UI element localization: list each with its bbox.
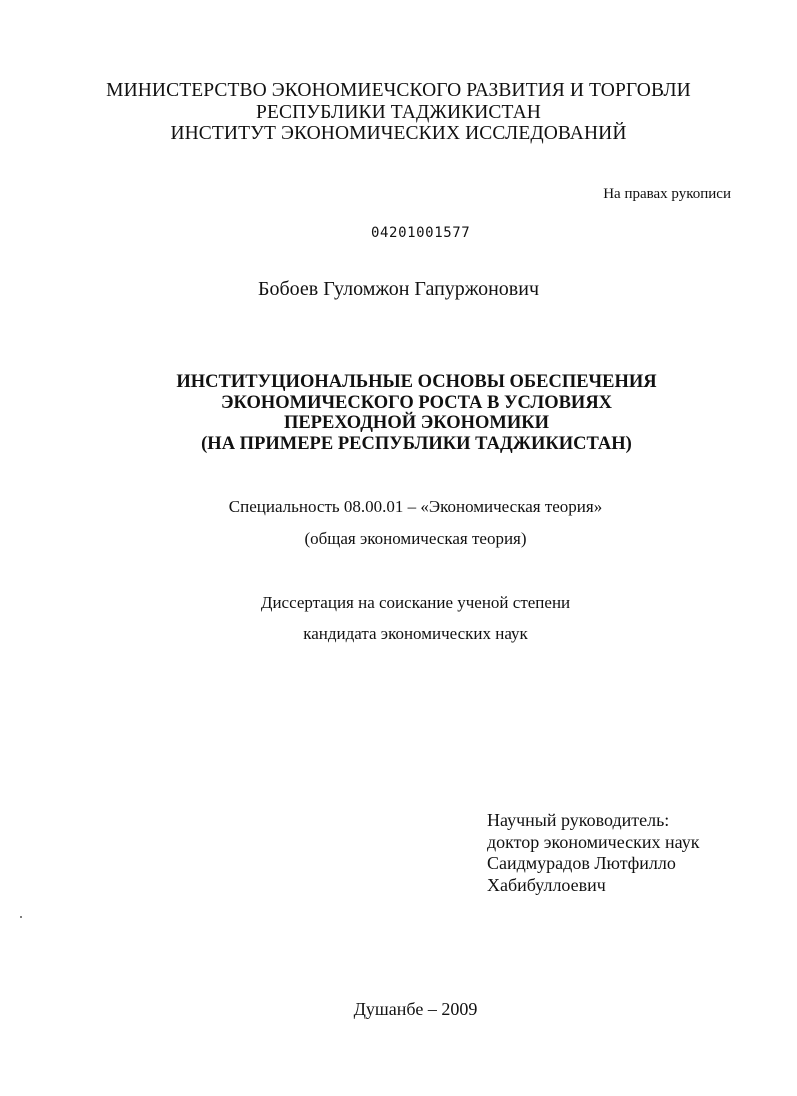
ministry-header [0,80,797,145]
supervisor-block [487,810,699,896]
manuscript-note: На правах рукописи [603,186,731,202]
ministry-header-line-2: РЕСПУБЛИКИ ТАДЖИКИСТАН [256,101,541,123]
supervisor-label: Научный руководитель: [487,810,670,830]
document-code: 04201001577 [371,225,471,241]
dissertation-title [160,372,673,454]
ministry-header-line-1: МИНИСТЕРСТВО ЭКОНОМИЕЧСКОГО РАЗВИТИЯ И ТОРГОВЛИ [106,80,691,101]
supervisor-name-line-1: Саидмурадов Лютфилло [487,853,676,873]
dissertation-title-line-4: (НА ПРИМЕРЕ РЕСПУБЛИКИ ТАДЖИКИСТАН) [201,433,632,454]
degree-line-1: Диссертация на соискание ученой степени [260,593,571,612]
specialty-line: Специальность 08.00.01 – «Экономическая теория» [228,497,603,516]
dissertation-title-line-3: ПЕРЕХОДНОЙ ЭКОНОМИКИ [283,413,550,433]
scan-speck [20,916,22,918]
city-year: Душанбе – 2009 [353,999,478,1019]
ministry-header-line-3: ИНСТИТУТ ЭКОНОМИЧЕСКИХ ИССЛЕДОВАНИЙ [170,123,627,144]
dissertation-title-line-2: ЭКОНОМИЧЕСКОГО РОСТА В УСЛОВИЯХ [220,392,613,413]
dissertation-title-line-1: ИНСТИТУЦИОНАЛЬНЫЕ ОСНОВЫ ОБЕСПЕЧЕНИЯ [176,372,657,392]
author-name: Бобоев Гуломжон Гапуржонович [257,278,540,300]
specialty-subtitle: (общая экономическая теория) [304,529,527,548]
supervisor-rank: доктор экономических наук [487,831,700,852]
degree-line-2: кандидата экономических наук [303,624,528,643]
supervisor-name-line-2: Хабибуллоевич [487,874,606,895]
